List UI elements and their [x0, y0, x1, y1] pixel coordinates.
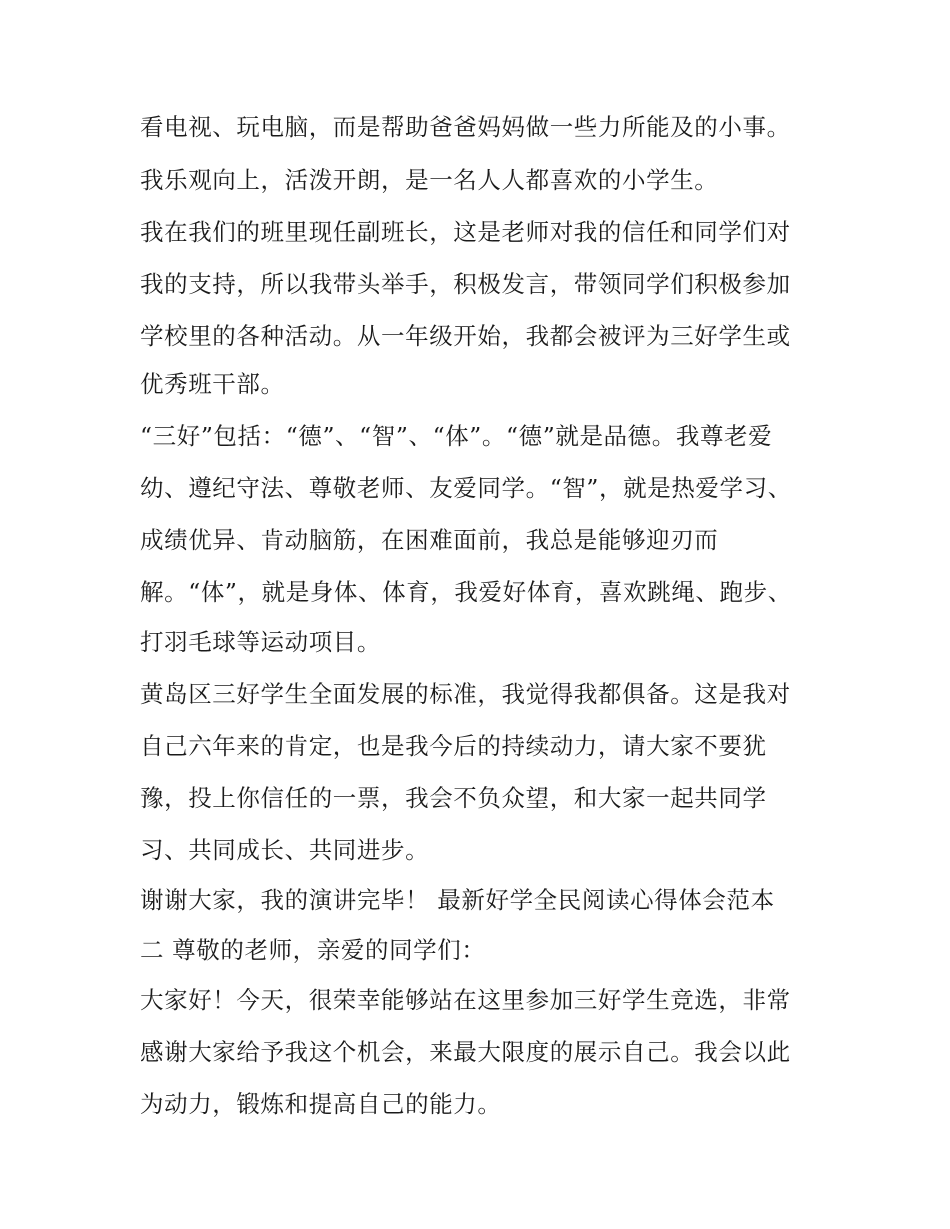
- text-line: 幼、遵纪守法、尊敬老师、友爱同学。“智”，就是热爱学习、: [140, 474, 792, 502]
- text-line: “三好”包括：“德”、“智”、“体”。“德”就是品德。我尊老爱: [140, 422, 773, 450]
- text-line: 看电视、玩电脑，而是帮助爸爸妈妈做一些力所能及的小事。: [140, 113, 791, 141]
- text-line: 打羽毛球等运动项目。: [140, 628, 381, 656]
- text-line: 感谢大家给予我这个机会，来最大限度的展示自己。我会以此: [140, 1038, 791, 1066]
- text-line: 我的支持，所以我带头举手，积极发言，带领同学们积极参加: [140, 270, 791, 298]
- text-line: 解。“体”，就是身体、体育，我爱好体育，喜欢跳绳、跑步、: [140, 578, 792, 606]
- text-line: 成绩优异、肯动脑筋，在困难面前，我总是能够迎刃而: [140, 526, 719, 554]
- text-line: 谢谢大家，我的演讲完毕！ 最新好学全民阅读心得体会范本: [140, 886, 775, 914]
- text-line: 为动力，锻炼和提高自己的能力。: [140, 1090, 502, 1118]
- text-line: 我在我们的班里现任副班长，这是老师对我的信任和同学们对: [140, 218, 791, 246]
- text-line: 学校里的各种活动。从一年级开始，我都会被评为三好学生或: [140, 322, 791, 350]
- text-line: 自己六年来的肯定，也是我今后的持续动力，请大家不要犹: [140, 732, 767, 760]
- text-line: 二 尊敬的老师，亲爱的同学们：: [140, 936, 486, 964]
- text-line: 黄岛区三好学生全面发展的标准，我觉得我都俱备。这是我对: [140, 680, 791, 708]
- text-line: 大家好！今天，很荣幸能够站在这里参加三好学生竞选，非常: [140, 986, 791, 1014]
- text-line: 优秀班干部。: [140, 370, 285, 398]
- text-line: 豫，投上你信任的一票，我会不负众望，和大家一起共同学: [140, 784, 767, 812]
- text-line: 我乐观向上，活泼开朗，是一名人人都喜欢的小学生。: [140, 166, 719, 194]
- text-line: 习、共同成长、共同进步。: [140, 836, 430, 864]
